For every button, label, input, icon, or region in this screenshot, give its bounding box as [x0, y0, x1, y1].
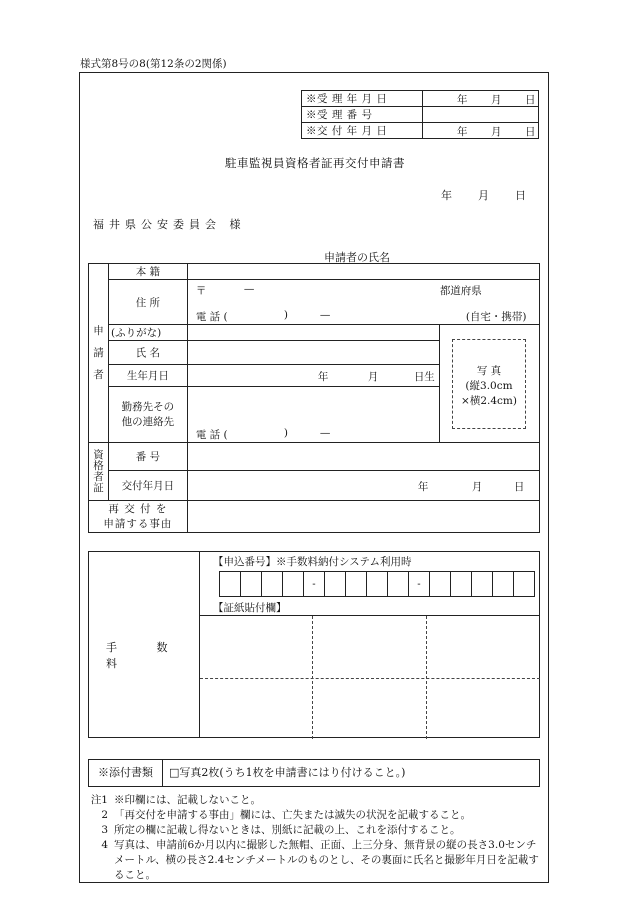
stamp-divider — [200, 678, 540, 679]
month-label: 月 — [491, 94, 502, 106]
received-date-field[interactable] — [423, 91, 539, 107]
domicile-label: 本 籍 — [108, 264, 187, 280]
issued-date-label: ※交 付 年 月 日 — [302, 123, 423, 139]
certificate-issue-date-label: 交付年月日 — [108, 471, 187, 501]
photo-size-height: (縦3.0cm — [465, 380, 513, 392]
form-number: 様式第8号の8(第12条の2関係) — [80, 58, 227, 70]
form-title: 駐車監視員資格者証再交付申請書 — [225, 156, 405, 170]
year-label: 年 — [457, 94, 468, 106]
phone-label: 電 話 ( — [195, 311, 228, 323]
certificate-number-field[interactable] — [187, 443, 539, 471]
digit-separator: - — [409, 572, 430, 597]
workplace-phone-dash: — — [319, 427, 331, 439]
certificate-side-label: 資 格 者 証 — [89, 443, 109, 501]
workplace-field[interactable] — [187, 387, 439, 443]
digit-box[interactable] — [388, 572, 409, 597]
note-item: 2 「再交付を申請する事由」欄には、亡失または滅失の状況を記載すること。 — [101, 809, 471, 821]
fee-label: 手 数 料 — [106, 641, 186, 670]
digit-box[interactable] — [514, 572, 535, 597]
digit-box[interactable] — [220, 572, 241, 597]
note-item: 注1 ※印欄には、記載しないこと。 — [90, 794, 261, 806]
day-label: 日 — [525, 94, 536, 106]
year-label: 年 — [457, 126, 468, 138]
digit-box[interactable] — [346, 572, 367, 597]
addressee: 福井県公安委員会 様 — [93, 218, 246, 231]
digit-box[interactable] — [367, 572, 388, 597]
note-item: 3 所定の欄に記載し得ないときは、別紙に記載の上、これを添付すること。 — [101, 824, 461, 836]
digit-box[interactable] — [472, 572, 493, 597]
certificate-day: 日 — [513, 481, 525, 493]
birth-month: 月 — [367, 371, 379, 383]
fee-label-cell — [88, 551, 200, 738]
attachments-label: ※添付書類 — [89, 760, 163, 786]
digit-box[interactable] — [283, 572, 304, 597]
issued-date-field[interactable] — [423, 123, 539, 139]
reason-label: 再 交 付 を 申請する事由 — [89, 501, 188, 533]
digit-separator: - — [304, 572, 325, 597]
domicile-field[interactable] — [187, 264, 539, 280]
date-year: 年 — [441, 189, 452, 202]
application-number-boxes — [219, 571, 535, 597]
digit-box[interactable] — [493, 572, 514, 597]
certificate-year: 年 — [417, 481, 429, 493]
photo-box — [452, 339, 526, 429]
receipt-number-field[interactable] — [423, 107, 539, 123]
day-label: 日 — [525, 126, 536, 138]
stamp-area[interactable] — [200, 615, 540, 738]
attachments-box — [88, 759, 540, 787]
birth-date-field[interactable] — [187, 365, 439, 387]
address-label: 住 所 — [108, 280, 187, 325]
date-day: 日 — [515, 189, 526, 202]
notes — [84, 793, 546, 883]
reason-field[interactable] — [187, 501, 539, 533]
workplace-phone-paren: ) — [283, 427, 288, 439]
certificate-number-label: 番 号 — [108, 443, 187, 471]
attachments-content: □写真2枚(うち1枚を申請書にはり付けること。) — [169, 766, 406, 779]
address-field[interactable] — [187, 280, 539, 325]
birth-date-label: 生年月日 — [108, 365, 187, 387]
postal-dash: — — [243, 283, 255, 295]
phone-dash: — — [319, 309, 331, 321]
digit-box[interactable] — [430, 572, 451, 597]
photo-label: 写 真 — [476, 365, 502, 377]
note-item: 4 写真は、申請前6か月以内に撮影した無帽、正面、上三分身、無背景の縦の長さ3.0センチメートル、横の長さ2.4センチメートルのものとし、その裏面に氏名と撮影年月日を記載すること。 — [101, 839, 539, 881]
applicant-name-label: 申請者の氏名 — [324, 251, 390, 264]
phone-paren: ) — [283, 309, 288, 321]
stamp-label: 【証紙貼付欄】 — [213, 602, 287, 614]
postal-mark: 〒 — [195, 285, 207, 297]
receipt-number-label: ※受 理 番 号 — [302, 107, 423, 123]
phone-type: (自宅・携帯) — [465, 311, 527, 323]
workplace-label: 勤務先その 他の連絡先 — [108, 387, 187, 443]
received-date-label: ※受 理 年 月 日 — [302, 91, 423, 107]
name-label: 氏 名 — [108, 341, 187, 365]
digit-box[interactable] — [262, 572, 283, 597]
birth-year: 年 — [317, 371, 329, 383]
digit-box[interactable] — [241, 572, 262, 597]
application-number-label: 【申込番号】※手数料納付システム利用時 — [213, 556, 412, 568]
name-field[interactable] — [187, 341, 439, 365]
certificate-month: 月 — [471, 481, 483, 493]
furigana-label: (ふりがな) — [108, 325, 187, 341]
receipt-table — [301, 90, 539, 139]
date-month: 月 — [478, 189, 489, 202]
certificate-issue-date-field[interactable] — [187, 471, 539, 501]
digit-box[interactable] — [451, 572, 472, 597]
workplace-phone-label: 電 話 ( — [195, 429, 228, 441]
month-label: 月 — [491, 126, 502, 138]
birth-day: 日生 — [413, 371, 435, 383]
prefecture-label: 都道府県 — [439, 285, 482, 297]
digit-box[interactable] — [325, 572, 346, 597]
applicant-side-label: 申 請 者 — [89, 264, 109, 443]
furigana-field[interactable] — [187, 325, 439, 341]
photo-size-width: ×横2.4cm) — [461, 395, 517, 407]
